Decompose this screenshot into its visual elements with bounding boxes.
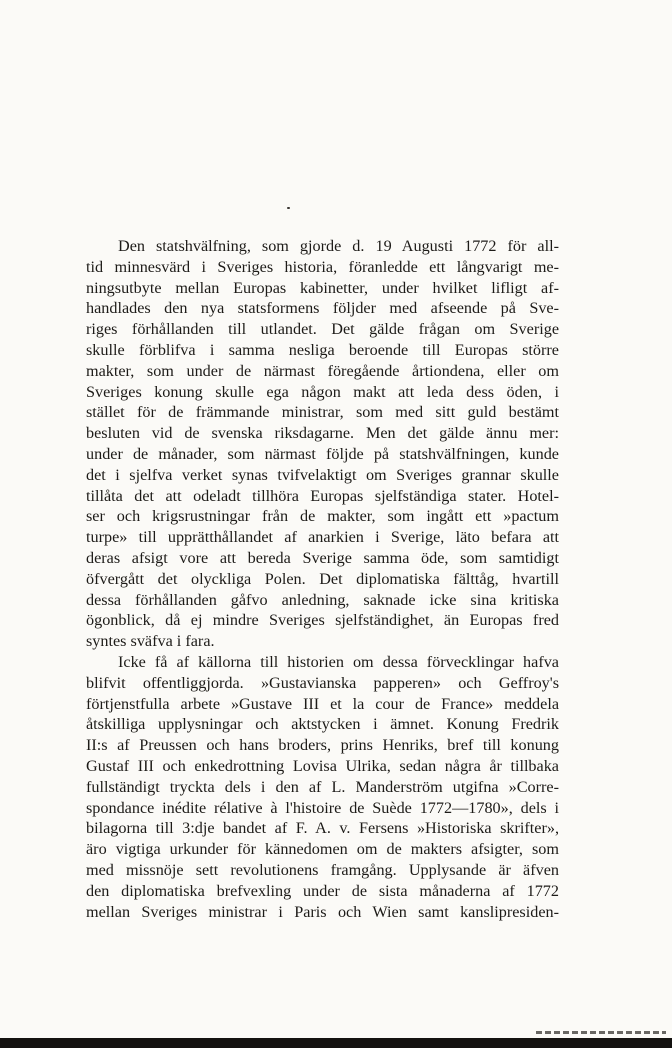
text-line: tid minnesvärd i Sveriges historia, föranledde ett långvarigt me- <box>86 257 559 276</box>
text-line: med missnöje sett revolutionens framgång. Upplysande är äfven <box>86 860 559 879</box>
text-line: Gustaf III och enkedrottning Lovisa Ulrika, sedan några år tillbaka <box>86 756 559 775</box>
text-line: Icke få af källorna till historien om dessa förvecklingar hafva <box>118 652 559 671</box>
text-line: riges förhållanden till utlandet. Det gälde frågan om Sverige <box>86 320 559 339</box>
text-line: tillåta det att odeladt tillhöra Europas sjelfständiga stater. Hotel- <box>86 486 559 505</box>
text-line: förtjenstfulla arbete »Gustave III et la cour de France» meddela <box>86 694 559 713</box>
text-line: stället för de främmande ministrar, som med sitt guld bestämt <box>86 403 559 422</box>
text-line: öfvergått det olyckliga Polen. Det diplomatiska fälttåg, hvartill <box>86 569 559 588</box>
text-line: turpe» till upprätthållandet af anarkien i Sverige, läto befara att <box>86 528 559 547</box>
text-line: det i sjelfva verket synas tvifvelaktigt om Sveriges grannar skulle <box>86 465 559 484</box>
text-line: skulle förblifva i samma nesliga beroende till Europas större <box>86 340 559 359</box>
text-line: makter, som under de närmast föregående årtiondena, eller om <box>86 361 559 380</box>
text-line: Sveriges konung skulle ega någon makt att leda dess öden, i <box>86 382 559 401</box>
text-line: ser och krigsrustningar från de makter, som ingått ett »pactum <box>86 507 559 526</box>
text-line: Den statshvälfning, som gjorde d. 19 Augusti 1772 för all- <box>118 237 559 255</box>
text-line: den diplomatiska brefvexling under de sista månaderna af 1772 <box>86 881 559 900</box>
text-line: ningsutbyte mellan Europas kabinetter, under hvilket lifligt af- <box>86 278 559 297</box>
text-line: spondance inédite rélative à l'histoire de Suède 1772—1780», dels i <box>86 798 559 817</box>
text-line: under de månader, som närmast följde på statshvälfningen, kunde <box>86 444 559 463</box>
paragraph-2 <box>86 652 559 922</box>
text-line: syntes sväfva i fara. <box>86 632 215 651</box>
body-text <box>86 236 559 922</box>
text-line: bilagorna till 3:dje bandet af F. A. v. Fersens »Historiska skrifter», <box>86 819 559 838</box>
scan-edge-bar <box>0 1038 672 1048</box>
text-line: handlades den nya statsformens följder med afseende på Sve- <box>86 299 559 318</box>
text-line: fullständigt tryckta dels i den af L. Manderström utgifna »Corre- <box>86 777 559 796</box>
text-line: besluten vid de svenska riksdagarne. Men det gälde ännu mer: <box>86 424 559 443</box>
text-line: mellan Sveriges ministrar i Paris och Wien samt kanslipresiden- <box>86 902 559 921</box>
ink-speck <box>287 207 290 209</box>
text-line: dessa förhållanden gåfvo anledning, saknade icke sina kritiska <box>86 590 559 609</box>
text-line: ögonblick, då ej mindre Sveriges sjelfständighet, än Europas fred <box>86 611 559 630</box>
text-line: åtskilliga upplysningar och aktstycken i ämnet. Konung Fredrik <box>86 715 559 734</box>
text-line: II:s af Preussen och hans broders, prins Henriks, bref till konung <box>86 736 559 755</box>
text-line: äro vigtiga urkunder för kännedomen om de makters afsigter, som <box>86 840 559 859</box>
text-line: deras afsigt vore att bereda Sverige samma öde, som samtidigt <box>86 548 559 567</box>
paragraph-1 <box>86 236 559 652</box>
text-line: blifvit offentliggjorda. »Gustavianska papperen» och Geffroy's <box>86 673 559 692</box>
scan-artifact <box>536 1031 666 1034</box>
